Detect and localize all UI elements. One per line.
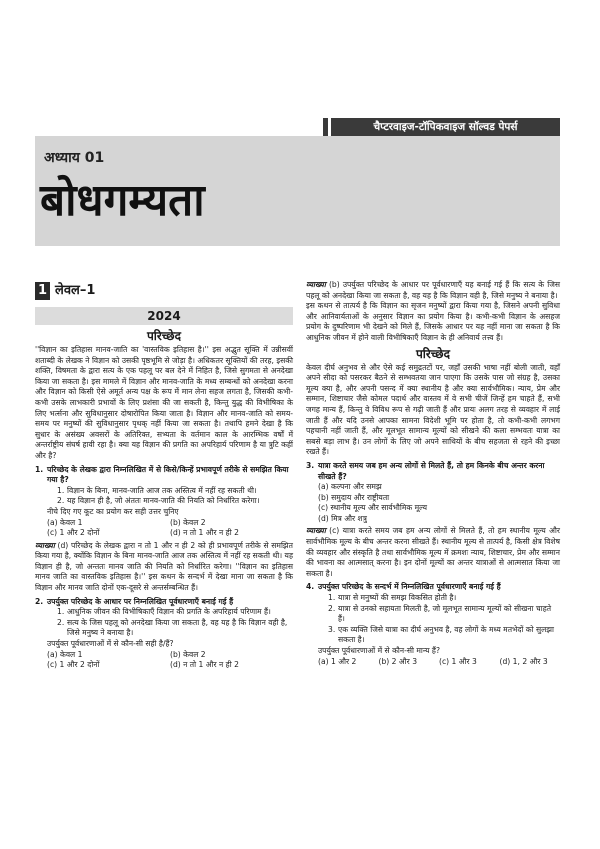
question <box>35 465 293 486</box>
chapter-number: अध्याय 01 <box>44 150 105 166</box>
option: (a) केवल 1 <box>47 517 83 527</box>
passage-heading: परिच्छेद <box>146 329 182 343</box>
passage-text: ''विज्ञान का इतिहास मानव-जाति का 'वास्तविक इतिहास है।'' इस अद्भुत सूक्ति में उन्नीसवीं शताब्दी के लेखक ने विज्ञान को उसकी पृष्ठभूमि से जोड़ा है। अधिकतर सूक्तियों की तरह, इसकी शक्ति, विषमता के द्वारा सत्य के एक पहलू पर बल देने में निहित है, जिसे सुगमता से अनदेखा किया जा सकता है। इस मामले में विज्ञान और मानव-जाति के मध्य सम्बन्धों को अनदेखा करना और विज्ञान को किसी ऐसे अमूर्त अन्य पक्ष के रूप में मान लेना सहज लगता है, जिसकी कभी-कभी उसके लाभकारी प्रभावों के लिए प्रशंसा की जा सकती है, किन्तु युद्ध की विभीषिका के लिए भर्त्सना और सुविधानुसार दोषारोपित किया जाता है। विज्ञान और मानव-जाति को समय-समय पर मनुष्यों की सुविधानुसार पृथक् नहीं किया जा सकता है। तथापि हमने देखा है कि सुधार के असंख्य अवसरों के अतिरिक्त, सभ्यता के वर्तमान काल के आरम्भिक वर्षों में अन्तर्राष्ट्रीय संघर्ष हावी रहा है। क्या यह विज्ञान की प्रगति का अपरिहार्य परिणाम है या त्रुटि कहीं और है? <box>35 345 293 460</box>
passage-heading: परिच्छेद <box>415 346 451 361</box>
statement-text: विज्ञान के बिना, मानव-जाति आज तक अस्तित्व में नहीं रह सकती थी। <box>67 485 257 495</box>
banner-accent <box>323 118 328 137</box>
statement-text: सत्य के जिस पहलू को अनदेखा किया जा सकता है, वह यह है कि विज्ञान वही है, जिसे मनुष्य ने बनाया है। <box>67 617 288 638</box>
explanation-text: (b) उपर्युक्त परिच्छेद के आधार पर पूर्वधारणाएँ यह बनाई गई हैं कि सत्य के जिस पहलू को अनदेखा किया जा सकता है, वह यह है कि विज्ञान वही है, जिसे मनुष्य ने बनाया है। <box>306 280 560 300</box>
statement <box>35 496 293 507</box>
option: (a) कल्पना और समझ <box>318 482 382 492</box>
option: (d) न तो 1 और न ही 2 <box>170 528 239 538</box>
question-number: 1. <box>35 464 44 474</box>
question-text: यात्रा करते समय जब हम अन्य लोगों से मिलते हैं, तो हम किनके बीच अन्तर करना सीखते हैं? <box>318 460 545 481</box>
option: (c) 1 और 2 दोनों <box>47 528 100 538</box>
option: (b) समुदाय और राष्ट्रीयता <box>318 492 390 502</box>
chapter-title: बोधगम्यता <box>40 175 205 226</box>
left-column <box>35 280 293 671</box>
question-text: उपर्युक्त परिच्छेद के आधार पर निम्नलिखित पूर्वधारणाएँ बनाई गई हैं <box>47 596 234 606</box>
statement <box>35 607 293 618</box>
statement-number: 1. <box>57 607 65 617</box>
statement-text: यात्रा से मनुष्यों की समझ विकसित होती है। <box>338 593 457 603</box>
explanation-text: (c) यात्रा करते समय जब हम अन्य लोगों से मिलते हैं, तो हम स्थानीय मूल्य और सार्वभौमिक मूल्य के बीच अन्तर करना सीखते हैं। स्थानीय मूल्य से तात्पर्य है, किसी क्षेत्र विशेष की व्यवहार और संस्कृति है तथा सार्वभौमिक मूल्य में क्रमशः न्याय, शिष्टाचार, प्रेम और सम्मान की भावना का आत्मसात् करना है। इन दोनों मूल्यों का अन्तर यात्राओं से आत्मसात किया जा सकता है। <box>306 526 560 578</box>
explanation-label: व्याख्या <box>306 280 326 289</box>
question <box>306 461 560 482</box>
statement-number: 2. <box>57 617 65 627</box>
statement <box>306 593 560 604</box>
question-text: परिच्छेद के लेखक द्वारा निम्नलिखित में से किसे/किन्हें प्रभावपूर्ण तरीके से समझित किया गया है? <box>47 464 289 485</box>
explanation <box>35 541 293 594</box>
statement <box>306 604 560 625</box>
question <box>35 597 293 608</box>
option: (b) केवल 2 <box>170 517 206 527</box>
level-heading <box>35 280 293 302</box>
year-bar: 2024 <box>35 307 293 325</box>
option: (b) 2 और 3 <box>378 656 418 666</box>
options <box>35 650 293 671</box>
option: (a) केवल 1 <box>47 649 83 659</box>
explanation-label: व्याख्या <box>35 540 55 550</box>
explanation <box>306 280 560 301</box>
level-number: 1 <box>35 282 50 300</box>
question-number: 3. <box>306 460 315 470</box>
statement-text: एक व्यक्ति जिसे यात्रा का दीर्घ अनुभव है, वह लोगों के मध्य मतभेदों को सुलझा सकता है। <box>338 624 555 645</box>
series-banner: चैप्टरवाइज-टॉपिकवाइज सॉल्वड पेपर्स <box>331 118 560 137</box>
option: (d) न तो 1 और न ही 2 <box>170 660 239 670</box>
statement <box>35 486 293 497</box>
statement-number: 1. <box>328 593 336 603</box>
question-text: उपर्युक्त परिच्छेद के सन्दर्भ में निम्नलिखित पूर्वधारणाएँ बनाई गई हैं <box>318 582 501 592</box>
option: (d) 1, 2 और 3 <box>499 656 548 666</box>
statement-text: यात्रा से उनको सहायता मिलती है, जो मूलभूत सामान्य मूल्यों को सीखना चाहते हैं। <box>338 603 552 624</box>
question <box>306 582 560 593</box>
option: (c) 1 और 3 <box>439 656 477 666</box>
question-number: 2. <box>35 596 44 606</box>
option: (a) 1 और 2 <box>318 656 357 666</box>
right-column <box>306 280 560 667</box>
option: (c) स्थानीय मूल्य और सार्वभौमिक मूल्य <box>318 503 428 513</box>
question-prompt: उपर्युक्त पूर्वधारणाओं में से कौन-सी मान्य हैं? <box>318 646 440 655</box>
statement <box>306 625 560 646</box>
option: (b) केवल 2 <box>170 649 206 659</box>
statement-number: 2. <box>57 496 65 506</box>
explanation-continued: इस कथन से तात्पर्य है कि विज्ञान का सृजन मनुष्यों द्वारा किया गया है, जिसने अपनी सुविधा और आनिवार्यताओं के अनुसार विज्ञान का प्रयोग किया है। कभी-कभी विज्ञान के असहज प्रयोग के दुष्परिणाम भी देखने को मिले हैं, जिसके आधार पर यह नहीं माना जा सकता है कि आधुनिक जीवन में होने वाली विभीषिकाएँ विज्ञान के ही अनिवार्य तत्त्व हैं। <box>306 301 560 342</box>
options <box>306 657 560 668</box>
explanation-text: (d) परिच्छेद के लेखक द्वारा न तो 1 और न ही 2 को ही प्रभावपूर्ण तरीके से समझित किया गया है, क्योंकि विज्ञान के बिना मानव-जाति आज तक अस्तित्व में नहीं रह सकती थी। यह विज्ञान ही है, जो अन्ततः मानव जाति की नियति को निर्धारित करेगा। ''विज्ञान का इतिहास मानव जाति का वास्तविक इतिहास है।'' इस कथन के सन्दर्भ में देखा माना जा सकता है कि विज्ञान और मानव जाति दोनों एक-दूसरे से अन्तर्सम्बन्धित हैं। <box>35 540 294 593</box>
question-number: 4. <box>306 582 315 592</box>
statement-text: यह विज्ञान ही है, जो अंततः मानव-जाति की नियति को निर्धारित करेगा। <box>67 496 260 506</box>
statement-number: 1. <box>57 485 65 495</box>
statement-number: 2. <box>328 603 336 613</box>
explanation-label: व्याख्या <box>306 526 326 536</box>
statement <box>35 618 293 639</box>
explanation <box>306 526 560 579</box>
passage-text: केवल दीर्घ अनुभव से और ऐसे कई समुद्रतटों पर, जहाँ उसकी भाषा नहीं बोली जाती, वहाँ अपने सीदा को पसरकर बैठने से सम्भवतया जान पाएगा कि उसके पास जो संग्रह है, उसका मूल्य क्या है, और अपनी पसन्द में क्या स्थानीय है और क्या सार्वभौमिक। न्याय, प्रेम और सम्मान, शिष्टाचार जैसे कोमल पदार्थ और वास्तव में वे सभी चीजें जिन्हें हम चाहते हैं, सभी जगह मान्य हैं, किन्तु वे विविध रूप से गढ़ी जाती हैं और प्रायः अलग तरह से व्यवहार में लाई जाती हैं और यदि उनसे आपका सामना विदेशी भूमि पर होता है, तो कभी-कभी लगभग पहचानी नहीं जाती हैं, और मूलभूत सामान्य मूल्यों को सीखने की कला सम्भवतः यात्रा का सबसे बड़ा लाभ है। उन लोगों के लिए जो अपने साथियों के बीच सहजता से रहने की इच्छा रखते हैं। <box>306 362 560 457</box>
code-prompt: नीचे दिए गए कूट का प्रयोग कर सही उत्तर चुनिए <box>47 506 179 516</box>
option: (d) मित्र और शत्रु <box>318 513 367 523</box>
options <box>35 518 293 539</box>
level-label: लेवल–1 <box>55 282 96 298</box>
option: (c) 1 और 2 दोनों <box>47 660 100 670</box>
question-prompt: उपर्युक्त पूर्वधारणाओं में से कौन-सी सही है/हैं? <box>47 639 174 649</box>
statement-text: आधुनिक जीवन की विभीषिकाएँ विज्ञान की प्रगति के अपरिहार्य परिणाम हैं। <box>67 607 271 617</box>
statement-number: 3. <box>328 624 336 634</box>
